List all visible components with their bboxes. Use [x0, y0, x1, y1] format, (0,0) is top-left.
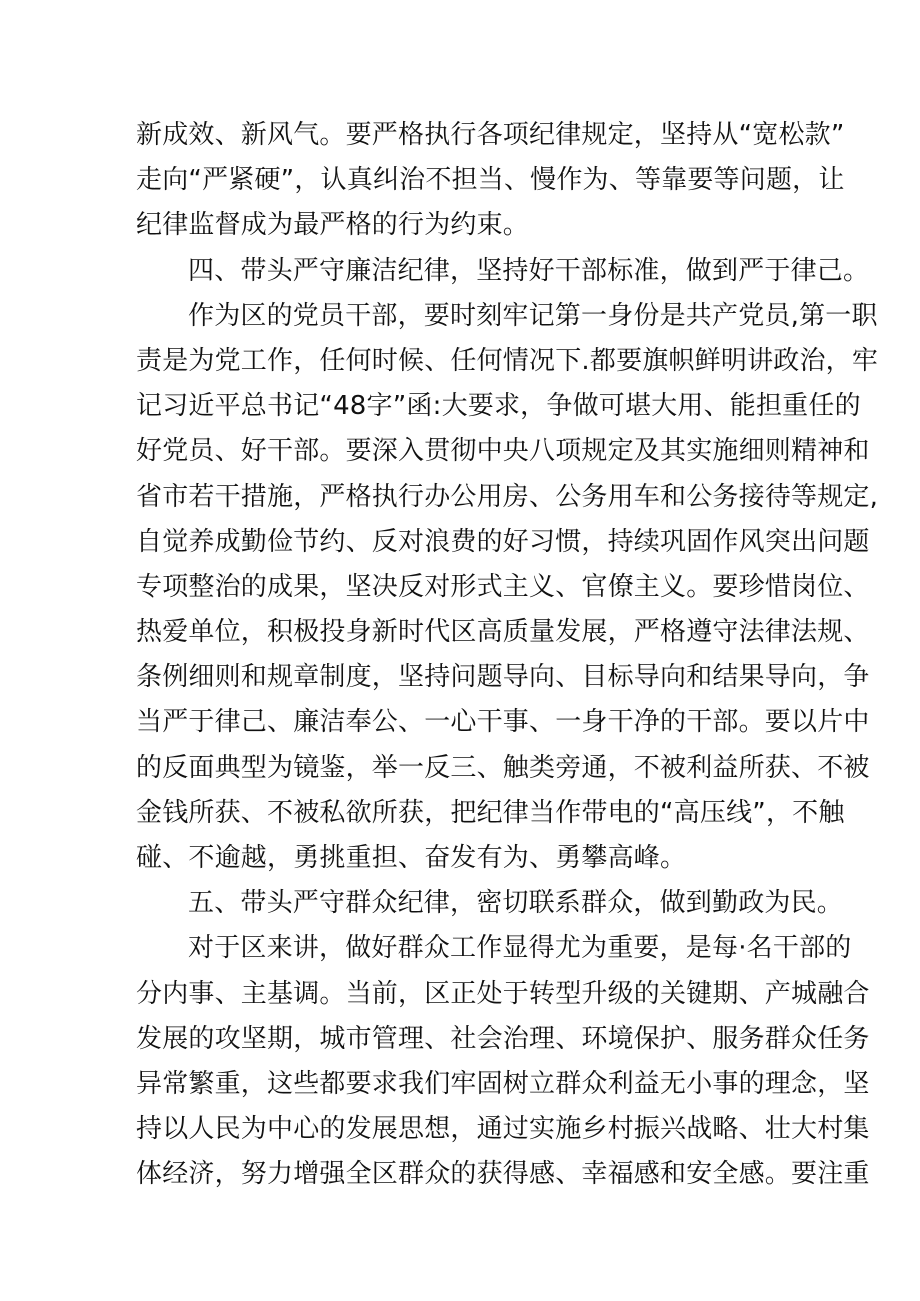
- text-line: 走向“严紧硬”，认真纠治不担当、慢作为、等靠要等问题，让: [136, 165, 845, 196]
- text-line: 当严于律己、廉洁奉公、一心干事、一身干净的干部。要以片中: [136, 707, 870, 738]
- text-line: 省市若干措施，严格执行办公用房、公务用车和公务接待等规定,: [136, 481, 879, 512]
- text-line: 持以人民为中心的发展思想，通过实施乡村振兴战略、壮大村集: [136, 1114, 870, 1145]
- text-line: 记习近平总书记“48字”函:大要求，争做可堪大用、能担重任的: [136, 391, 861, 422]
- text-line: 发展的攻坚期，城市管理、社会治理、环境保护、服务群众任务: [136, 1023, 870, 1054]
- text-line: 纪律监督成为最严格的行为约束。: [136, 210, 530, 241]
- text-line: 作为区的党员干部，要时刻牢记第一身份是共产党员,第一职: [188, 300, 878, 331]
- text-line: 体经济，努力增强全区群众的获得感、幸福感和安全感。要注重: [136, 1159, 870, 1190]
- text-line: 新成效、新风气。要严格执行各项纪律规定，坚持从“宽松款”: [136, 120, 845, 150]
- text-line: 热爱单位，积极投身新时代区高质量发展，严格遵守法律法规、: [136, 617, 870, 648]
- text-line: 异常繁重，这些都要求我们牢固树立群众利益无小事的理念，坚: [136, 1068, 870, 1099]
- section-heading: 四、带头严守廉洁纪律，坚持好干部标准，做到严于律己。: [188, 255, 870, 286]
- text-line: 专项整治的成果，坚决反对形式主义、官僚主义。要珍惜岗位、: [136, 571, 870, 602]
- text-line: 对于区来讲，做好群众工作显得尤为重要，是每·名干部的: [188, 933, 852, 964]
- text-line: 好党员、好干部。要深入贯彻中央八项规定及其实施细则精神和: [136, 436, 870, 467]
- section-heading: 五、带头严守群众纪律，密切联系群众，做到勤政为民。: [188, 888, 844, 919]
- text-line: 碰、不逾越，勇挑重担、奋发有为、勇攀高峰。: [136, 843, 687, 873]
- text-line: 分内事、主基调。当前，区正处于转型升级的关键期、产城融合: [136, 978, 870, 1009]
- text-line: 的反面典型为镜鉴，举一反三、触类旁通，不被利益所获、不被: [136, 752, 870, 783]
- text-line: 责是为党工作，任何时候、任何情况下.都要旗帜鲜明讲政治，牢: [136, 345, 879, 376]
- text-line: 自觉养成勤俭节约、反对浪费的好习惯，持续巩固作风突出问题: [136, 526, 870, 557]
- body-text: [136, 113, 879, 1198]
- text-line: 条例细则和规章制度，坚持问题导向、目标导向和结果导向，争: [136, 662, 870, 693]
- text-line: 金钱所获、不被私欲所获，把纪律当作带电的“高压线”，不触: [136, 797, 845, 828]
